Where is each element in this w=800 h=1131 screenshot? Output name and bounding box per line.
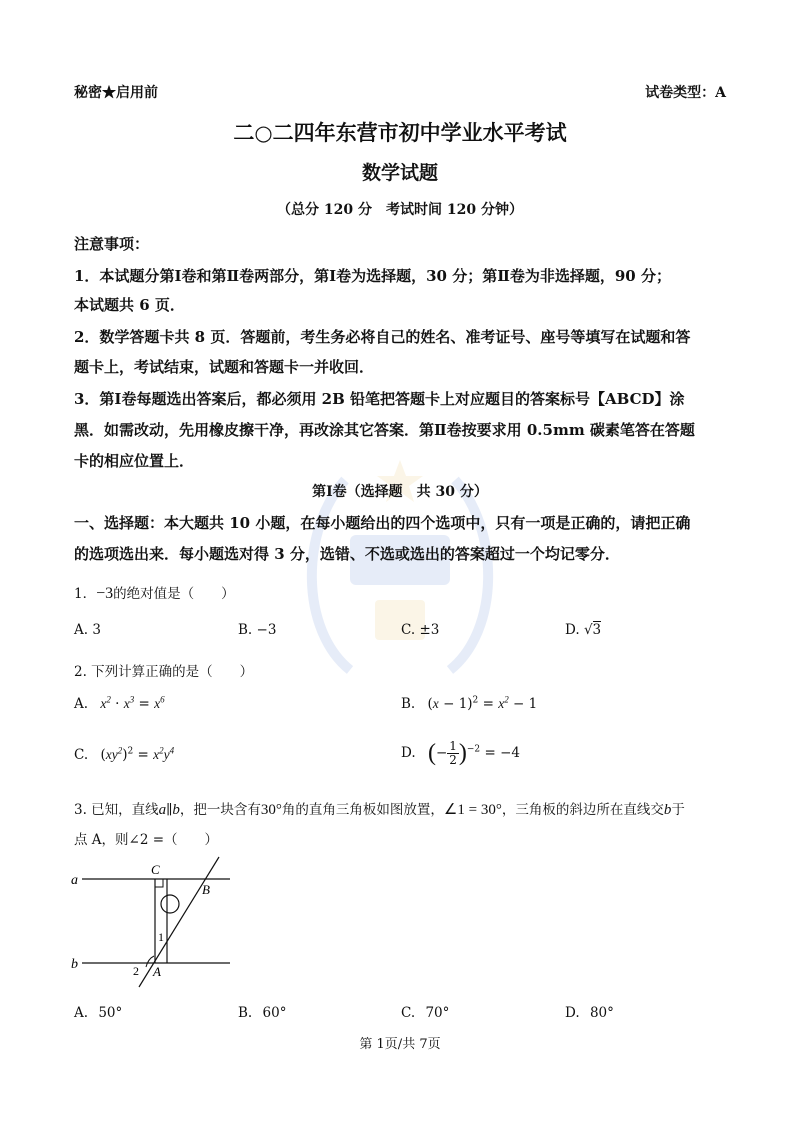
question-1-option-b[interactable]: B. −3 — [238, 622, 277, 638]
page-footer: 第 1页/共 7页 — [359, 1037, 441, 1052]
question-3-stem-line-2: 点 A，则∠2 =（ ） — [74, 832, 219, 848]
question-3-option-a[interactable]: A. 50° — [74, 1005, 123, 1021]
right-angle-mark — [155, 879, 163, 887]
question-3-figure — [66, 855, 246, 995]
confidential-label: 秘密★启用前 — [74, 85, 158, 101]
figure-label-A: A — [153, 964, 161, 979]
triangle-hole — [161, 895, 179, 913]
question-1-text: 的绝对值是（ ） — [113, 586, 235, 602]
question-3-option-c[interactable]: C. 70° — [401, 1005, 450, 1021]
paper-type-label: 试卷类型：A — [645, 85, 726, 101]
exam-title: 二○二四年东营市初中学业水平考试 — [233, 120, 567, 145]
question-2-option-c[interactable]: C. $(xy^2)^2 = x^2y^4$ — [74, 745, 175, 763]
notice-item-1-line-1: 1．本试题分第Ⅰ卷和第Ⅱ卷两部分，第Ⅰ卷为选择题，30 分；第Ⅱ卷为非选择题，90 分； — [74, 267, 671, 285]
figure-label-c: C — [151, 862, 160, 877]
figure-label-a: a — [71, 873, 78, 888]
figure-label-B: B — [202, 882, 210, 897]
question-3-option-b[interactable]: B. 60° — [238, 1005, 287, 1021]
question-1-option-d[interactable]: D. √3 — [565, 622, 602, 638]
notice-item-2-line-1: 2．数学答题卡共 8 页．答题前，考生务必将自己的姓名、准考证号、座号等填写在试题和答 — [74, 328, 691, 346]
question-3-option-d[interactable]: D. 80° — [565, 1005, 614, 1021]
notice-item-3-line-2: 黑．如需改动，先用橡皮擦干净，再改涂其它答案．第Ⅱ卷按要求用 0.5mm 碳素笔答在答题 — [74, 421, 695, 439]
question-1-stem — [74, 582, 235, 603]
exam-subtitle: 数学试题 — [361, 162, 438, 184]
notice-item-1-line-2: 本试题共 6 页． — [74, 296, 185, 314]
notice-item-3-line-1: 3．第Ⅰ卷每题选出答案后，都必须用 2B 铅笔把答题卡上对应题目的答案标号【ABCD】涂 — [74, 390, 685, 408]
question-1-expr: −3 — [96, 585, 114, 602]
notice-item-2-line-2: 题卡上，考试结束，试题和答题卡一并收回． — [74, 358, 375, 376]
question-2-option-b[interactable]: B. $(x - 1)^2 = x^2 - 1$ — [401, 694, 538, 712]
question-1-option-a[interactable]: A. 3 — [74, 622, 101, 638]
question-2-option-d[interactable]: D. (− $\frac{1}{2}$ )$^{-2}$ = −4 — [401, 739, 520, 767]
question-2-stem: 2. 下列计算正确的是（ ） — [74, 664, 254, 680]
notice-heading: 注意事项： — [74, 235, 150, 253]
section-title: 第Ⅰ卷（选择题 共 30 分） — [312, 484, 488, 500]
score-time-note: （总分 120 分 考试时间 120 分钟） — [277, 202, 523, 218]
watermark-logo — [290, 440, 510, 690]
question-3-stem-line-1: 3. 已知，直线a∥b，把一块含有30°角的直角三角板如图放置，∠1 = 30°，三角板的斜边所在直线交b于 — [74, 802, 685, 818]
question-1-number: 1． — [74, 586, 97, 602]
sqrt-icon: √ — [583, 622, 593, 638]
figure-label-b: b — [71, 957, 78, 972]
notice-item-3-line-3: 卡的相应位置上． — [74, 452, 195, 470]
figure-label-angle-2: 2 — [133, 964, 139, 978]
section-instruction-line-1: 一、选择题：本大题共 10 小题，在每小题给出的四个选项中，只有一项是正确的，请把正确 — [74, 514, 691, 532]
figure-label-angle-1: 1 — [158, 930, 164, 944]
question-2-option-a[interactable]: A. $x^2 \cdot x^3 = x^6$ — [74, 694, 165, 712]
section-instruction-line-2: 的选项选出来．每小题选对得 3 分，选错、不选或选出的答案超过一个均记零分． — [74, 545, 620, 563]
question-1-option-c[interactable]: C. ±3 — [401, 622, 440, 638]
